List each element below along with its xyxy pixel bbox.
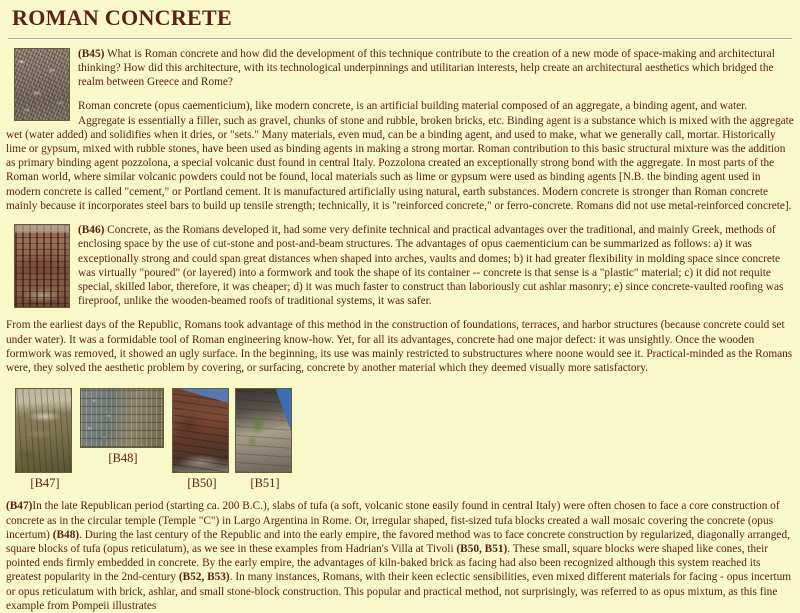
colosseum-interior-photo-b46 [14, 224, 70, 308]
gallery-item-b50[interactable] [172, 388, 232, 492]
paragraph-b46-advantages [6, 223, 794, 308]
paragraph-b45-text: What is Roman concrete and how did the development of this technique contribute to the creation of a new mode of space-making and architectural thinking? How did this architecture, with its technological underpinnings and utilitarian interests, help create an architectural aesthetics which bridged the realm between Greece and Rome? [78, 47, 775, 89]
opus-reticulatum-photo-b50[interactable] [172, 388, 229, 473]
ref-label-b52-b53: (B52, B53) [178, 571, 230, 584]
ref-label-b47: (B47) [6, 500, 33, 513]
gallery-caption-b47: [B47] [30, 476, 60, 491]
gallery-caption-b48: [B48] [108, 451, 138, 466]
ref-label-b48: (B48) [52, 528, 80, 541]
hadrians-villa-wall-photo-b51[interactable] [235, 388, 292, 473]
paragraph-facing-methods [6, 499, 794, 613]
opus-incertum-photo-b48[interactable] [80, 388, 164, 448]
title-divider [8, 38, 792, 40]
ref-label-b46: (B46) [78, 224, 105, 237]
facing-text-part2: . During the last century of the Republic and into the early empire, the favored method was to face concrete construction by regularized, diagonally arranged, square blocks of tufa (opus reticulatum), as we see in these examples from Hadrian's Villa at Tivoli [6, 528, 790, 555]
facing-text-part3: . These small, square blocks were shaped like cones, their pointed ends firmly embedded in concrete. By the early empire, the advantages of kiln-baked brick as facing had also been recognized although this system reached its greatest popularity in the 2nd-century [6, 542, 769, 584]
paragraph-concrete-definition: Roman concrete (opus caementicium), like modern concrete, is an artificial building material composed of an aggregate, a binding agent, and water. Aggregate is essentially a filler, such as gravel, chunks of stone and rubble, broken bricks, etc. Binding agent is a substance which is mixed with the aggregate wet (water added) and solidifies when it dries, or "sets." Many materials, even mud, can be a binding agent, and used to make, what we generally call, mortar. Historically lime or gypsum, mixed with rubble stones, have been used as binding agents in making a strong mortar. Roman contribution to this basic structural mixture was the addition as primary binding agent pozzolona, a special volcanic dust found in central Italy. Pozzolona created an exceptionally strong bond with the aggregate. In most parts of the Roman world, where similar volcanic powders could not be found, local materials such as lime or gypsum were used as binding agents [N.B. the binding agent used in modern concrete is called "cement," or Portland cement. It is manufactured artificially using natural, earth substances. Modern concrete is stronger than Roman concrete mainly because it incorporates steel bars to build up tensile strength; technically, it is "reinforced concrete," or ferro-concrete. Romans did not use metal-reinforced concrete]. [6, 100, 794, 212]
facing-text-part1: In the late Republican period (starting ca. 200 B.C.), slabs of tufa (a soft, volcanic stone easily found in central Italy) were often chosen to face a core construction of concrete as in the circular temple (Temple "C") in Largo Argentina in Rome. Or, irregular shaped, fist-sized tufa blocks created a wall mosaic covering the concrete (opus incertum) [6, 500, 780, 541]
page-title: ROMAN CONCRETE [12, 5, 232, 30]
gallery-caption-b51: [B51] [250, 476, 280, 491]
gallery-caption-b50: [B50] [187, 476, 217, 491]
gallery-item-b47[interactable] [15, 388, 75, 492]
facing-text-part4: . In many instances, Romans, with their keen eclectic sensibilities, even mixed different materials for facing - opus incertum or opus reticulatum with brick, ashlar, and small stone-block construction. This popular and practical method, not surprisingly, was referred to as opus mixtum, as this fine example from Pompeii illustrates [6, 571, 792, 612]
concrete-texture-photo-b45 [14, 48, 70, 121]
paragraph-republic-uses: From the earliest days of the Republic, Romans took advantage of this method in the construction of foundations, terraces, and harbor structures (because concrete could set under water). It was a formidable tool of Roman engineering know-how. Yet, for all its advantages, concrete had one major defect: it was unsightly. Once the wooden formwork was removed, it showed an ugly surface. In the beginning, its use was mainly restricted to substructures where noone would see it. Practical-minded as the Romans were, they solved the aesthetic problem by covering, or surfacing, concrete by another material which they deemed visually more satisfactory. [6, 319, 793, 375]
gallery-item-b48[interactable] [80, 388, 166, 467]
tufa-temple-photo-b47[interactable] [15, 388, 72, 473]
paragraph-b46-text: Concrete, as the Romans developed it, had some very definite technical and practical advantages over the traditional, and mainly Greek, methods of enclosing space by the use of cut-stone and post-and-beam structures. The advantages of opus caementicium can be summarized as follows: a) it was exceptionally strong and could span great distances when shaped into arches, vaults and domes; b) it had greater flexibility in molding space since concrete was virtually "poured" (or layered) into a formwork and took the shape of its container -- concrete is that sense is a "plastic" material; c) it did not requite special, skilled labor, therefore, it was cheaper; d) it was much faster to construct than laboriously cut ashlar masonry; e) since concrete-vaulted roofing was fireproof, unlike the wooden-beamed roofs of traditional systems, it was safer. [78, 224, 784, 308]
ref-label-b50-b51: (B50, B51) [456, 542, 508, 555]
paragraph-b45-question [6, 47, 794, 90]
gallery-item-b51[interactable] [235, 388, 295, 492]
ref-label-b45: (B45) [78, 47, 105, 60]
thumbnail-gallery [6, 383, 794, 495]
